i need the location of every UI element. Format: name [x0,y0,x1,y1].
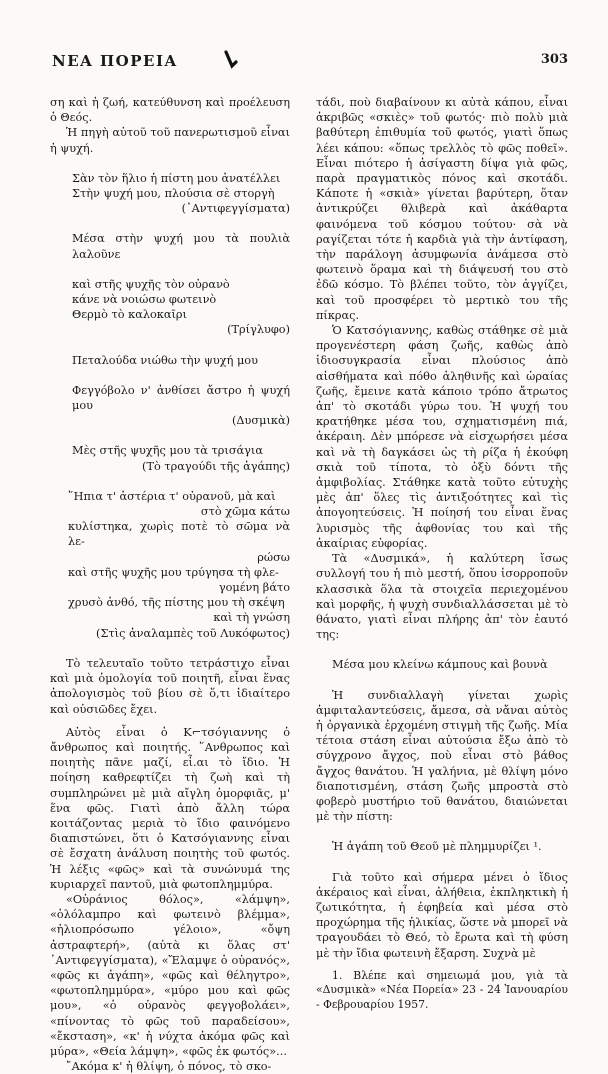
poem-line: Μέσα στὴν ψυχή μου τὰ πουλιὰ λαλοῦνε [72,232,290,261]
poem-line: καὶ στῆς ψυχῆς τὸν οὐρανὸ [72,277,230,291]
poem-source: (᾿Αντιφεγγίσματα) [181,202,290,216]
paragraph: ση καὶ ἡ ζωή, κατεύθυνση καὶ προέλευση ὁ Θεός. [50,96,290,125]
poem-line: καὶ τὴ γνώση [213,611,290,625]
paragraph: «Οὐράνιος θόλος», «λάμψη», «ὁλόλαμπρο καὶ φωτεινὸ βλέμμα», «ἡλιοπρόσωπο γέλοιο», «ὄψη ἀστραφτερή», (αὐτὰ κι ὅλας στ' ᾿Αντιφεγγίσματα), «Ἔλαμψε ὁ οὐρανός», «φῶς κι ἀγάπη», «φῶς καὶ θέληγτρο», «φωτοπλημμύρα», «μύρο μου καὶ φῶς μου», «ὁ οὐρανὸς φεγγοβολάει», «πίνοντας τὸ φῶς τοῦ παραδείσου», «ἔκσταση», «κ' ἡ νύχτα ἀκόμα φῶς καὶ μύρα», «Θεία λάμψη», «φῶς ἐκ φωτός»... [50,892,290,1058]
poem-line: Φεγγόβολο ν' ἀνθίσει ἄστρο ἡ ψυχή μου [72,383,290,413]
ink-mark-icon [220,48,246,74]
paragraph: Ἡ συνδιαλλαγὴ γίνεται χωρὶς ἀμφιταλαντεύσεις, ἄμεσα, σὰ νἄναι αὐτὸς ἡ ὀργανικὰ ἐρχομένη στιγμὴ τῆς ζωῆς. Μία τέτοια στάση εἶναι αὐτούσια ἔξω ἀπὸ τὸ σύγχρονο ἄγχος, ποὺ εἶναι στὸ βάθος ἄγχος θανάτου. Ἡ γαλήνια, μὲ θλίψη μόνο διαποτισμένη, στάση ζωῆς μπροστὰ στὸ φοβερὸ μυστήριο τοῦ θανάτου, διαιώνεται μὲ τὴν πίστη: [316,688,568,824]
poem-quote [50,489,290,641]
poem-line: ῞Ηπια τ' ἀστέρια τ' οὐρανοῦ, μὰ καὶ [68,489,276,503]
poem-line: Σὰν τὸν ἥλιο ἡ πίστη μου ἀνατέλλει [72,171,281,185]
left-column [50,95,290,1074]
poem-source: (Τὸ τραγούδι τῆς ἀγάπης) [142,459,290,473]
poem-line: χρυσὸ ἀνθό, τῆς πίστης μου τὴ σκέψη [68,596,285,610]
poem-line: ρώσω [257,550,290,564]
poem-line: καὶ στῆς ψυχῆς μου τρύγησα τὴ φλε- [68,565,279,579]
verse-quote: Ἡ ἀγάπη τοῦ Θεοῦ μὲ πλημμυρίζει ¹. [332,840,542,854]
page-number: 303 [540,52,568,67]
poem-line: Στὴν ψυχή μου, πλούσια σὲ στοργὴ [72,187,275,201]
footnote: 1. Βλέπε καὶ σημειωμά μου, γιὰ τὰ «Δυσμικὰ» «Νέα Πορεία» 23 - 24 Ἰανουαρίου - Φεβρουαρίου 1957. [316,968,568,1011]
poem-line: Πεταλούδα νιώθω τὴν ψυχή μου [72,353,258,367]
right-column [316,95,568,1012]
poem-source: (Τρίγλυφο) [227,323,290,337]
poem-source: (Στὶς ἀναλαμπὲς τοῦ Λυκόφωτος) [96,626,290,640]
paragraph: Γιὰ τοῦτο καὶ σήμερα μένει ὁ ἴδιος ἀκέραιος καὶ εἶναι, ἀλήθεια, ἐκπληκτικὴ ἡ ζωτικότητα, ἡ ἐφηβεία καὶ μέσα στὸ προχώρημα τῆς ἡλικίας, ὥστε νὰ μπορεῖ νὰ τραγουδάει τὸ Θεό, τὸ ἔρωτα καὶ τὴ φύση μὲ τὴν ἴδια φωτεινὴ ἔξαρση. Συχνὰ μὲ [316,870,568,960]
poem-line: κυλίστηκα, χωρὶς ποτὲ τὸ σῶμα νὰ λε- [68,520,290,549]
verse-quote: Μέσα μου κλείνω κάμπους καὶ βουνὰ [332,658,548,672]
poem-line: στὸ χῶμα κάτω [200,505,290,519]
poem-line: Μὲς στῆς ψυχῆς μου τὰ τρισάγια [72,444,263,458]
poem-line: γομένη βάτο [218,581,290,595]
poem-source: (Δυσμικὰ) [231,414,290,428]
poem-line: κάνε νὰ νοιώσω φωτεινὸ [72,293,217,307]
paragraph: Αὐτὸς εἶναι ὁ Κ⌐τσόγιαννης ὁ ἄνθρωπος καὶ ποιητής. ῞Ανθρωπος καὶ ποιητὴς πᾶνε μαζί, εἶ.αι τὸ ἴδιο. Ἡ ποίηση καθρεφτίζει τὴ ζωὴ καὶ τὴ συμπληρώνει μὲ μιὰ αἴγλη ὁμορφιᾶς, μ' ἕνα φῶς. Γιατὶ ἀπὸ ἄλλη τώρα κοιτάζοντας μεριὰ τὸ ἴδιο φαινόμενο διαπιστώνει, ὅτι ὁ Κατσόγιαννης εἶναι σὲ ἔσχατη ἀνάλυση ποιητὴς τοῦ φωτός. Ἡ λέξις «φῶς» καὶ τὰ συνώνυμά της κυριαρχεῖ παντοῦ, μιὰ φωτοπλημμύρα. [50,725,290,891]
paragraph: Ὁ Κατσόγιαννης, καθὼς στάθηκε σὲ μιὰ προγενέστερη φάση ζωῆς, καθὼς ἀπὸ ἰδιοσυγκρασία εἶναι πλούσιος ἀπὸ αἰσθήματα καὶ πόθο ἀληθινῆς καὶ ὡραίας ζωῆς, ἔμεινε κατὰ κάποιο τρόπο ἄτρωτος ἀπ' τὸ σκοτάδι γύρω του. Ἡ ψυχή του κρατήθηκε μέσα του, σχηματισμένη πιά, ἀκέραιη. Δὲν μπόρεσε νὰ εἰσχωρήσει μέσα καὶ νὰ τὴ δαγκάσει ὡς τὴ ρίζα ἡ ἐκούφη σκιὰ τοῦ τίποτα, τὸ ὀξὺ δόντι τῆς ἀμφιβολίας. Στάθηκε κατὰ τοῦτο εὐτυχὴς μὲς ἀπ' ὅλες τὶς ἀντιξοότητες καὶ τὶς ἀπογοητεύσεις. Ἡ ποίησή του εἶναι ἕνας λυρισμὸς τῆς ἀφθονίας του καὶ τῆς ἀκαίριας εὐφορίας. [316,324,568,550]
poem-quote [50,171,290,474]
paragraph: Ἡ πηγὴ αὐτοῦ τοῦ πανερωτισμοῦ εἶναι ἡ ψυχή. [50,126,290,155]
running-header [52,52,568,78]
paragraph: Τὸ τελευταῖο τοῦτο τετράστιχο εἶναι καὶ μιὰ ὁμολογία τοῦ ποιητῆ, εἶναι ἕνας ἀπολογισμὸς τοῦ βίου σὲ ὅ,τι ἰδιαίτερο καὶ οὐσιῶδες ἔχει. [50,656,290,716]
paragraph: τάδι, ποὺ διαβαίνουν κι αὐτὰ κάπου, εἶναι ἀκριβῶς «σκιὲς» τοῦ φωτός· πιὸ πολὺ μιὰ βαθύτερη ἐπιθυμία τοῦ φωτός, γιατὶ ὅπως λέει κάπου: «ὅπως τρελλὸς τὸ φῶς ποθεῖ». Εἶναι πιότερο ἡ ἀσίγαστη δίψα γιὰ φῶς, παρὰ πραγματικὸς πόνος καὶ σκοτάδι. Κάποτε ἡ «σκιὰ» γίνεται βαρύτερη, ὅταν ἀντικρύζει θλιβερὰ καὶ ἀκάθαρτα φαινόμενα τοῦ κόσμου τούτου· σὰ νὰ ραγίζεται τότε ἡ καρδιὰ γιὰ τὴν ἀντίφαση, τὴν παράλογη ἀσυμφωνία ἀνάμεσα στὸ φωτεινὸ ὅραμα καὶ τὴ διάψευσή του στὸ ἐδῶ κόσμο. Τὸ βλέπει τοῦτο, τὸν ἀγγίζει, καὶ τοῦ προσφέρει τὸ μερτικὸ του τῆς πίκρας. [316,96,568,322]
paragraph: ῎Ακόμα κ' ἡ θλίψη, ὁ πόνος, τὸ σκο- [66,1060,272,1074]
paragraph: Τὰ «Δυσμικά», ἡ καλύτερη ἴσως συλλογή του ἡ πιὸ μεστή, ὅπου ἰσορροποῦν κλασσικὰ ὅλα τὰ στοιχεῖα περιεχομένου καὶ μορφῆς, ἡ ψυχὴ συνδιαλλάσσεται μὲ τὸ θάνατο, γιατὶ εἶναι πλήρης ἀπ' τὸν ἑαυτό της: [316,552,568,642]
journal-title: ΝΕΑ ΠΟΡΕΙΑ [52,52,178,70]
poem-line: Θερμὸ τὸ καλοκαῖρι [72,308,187,322]
